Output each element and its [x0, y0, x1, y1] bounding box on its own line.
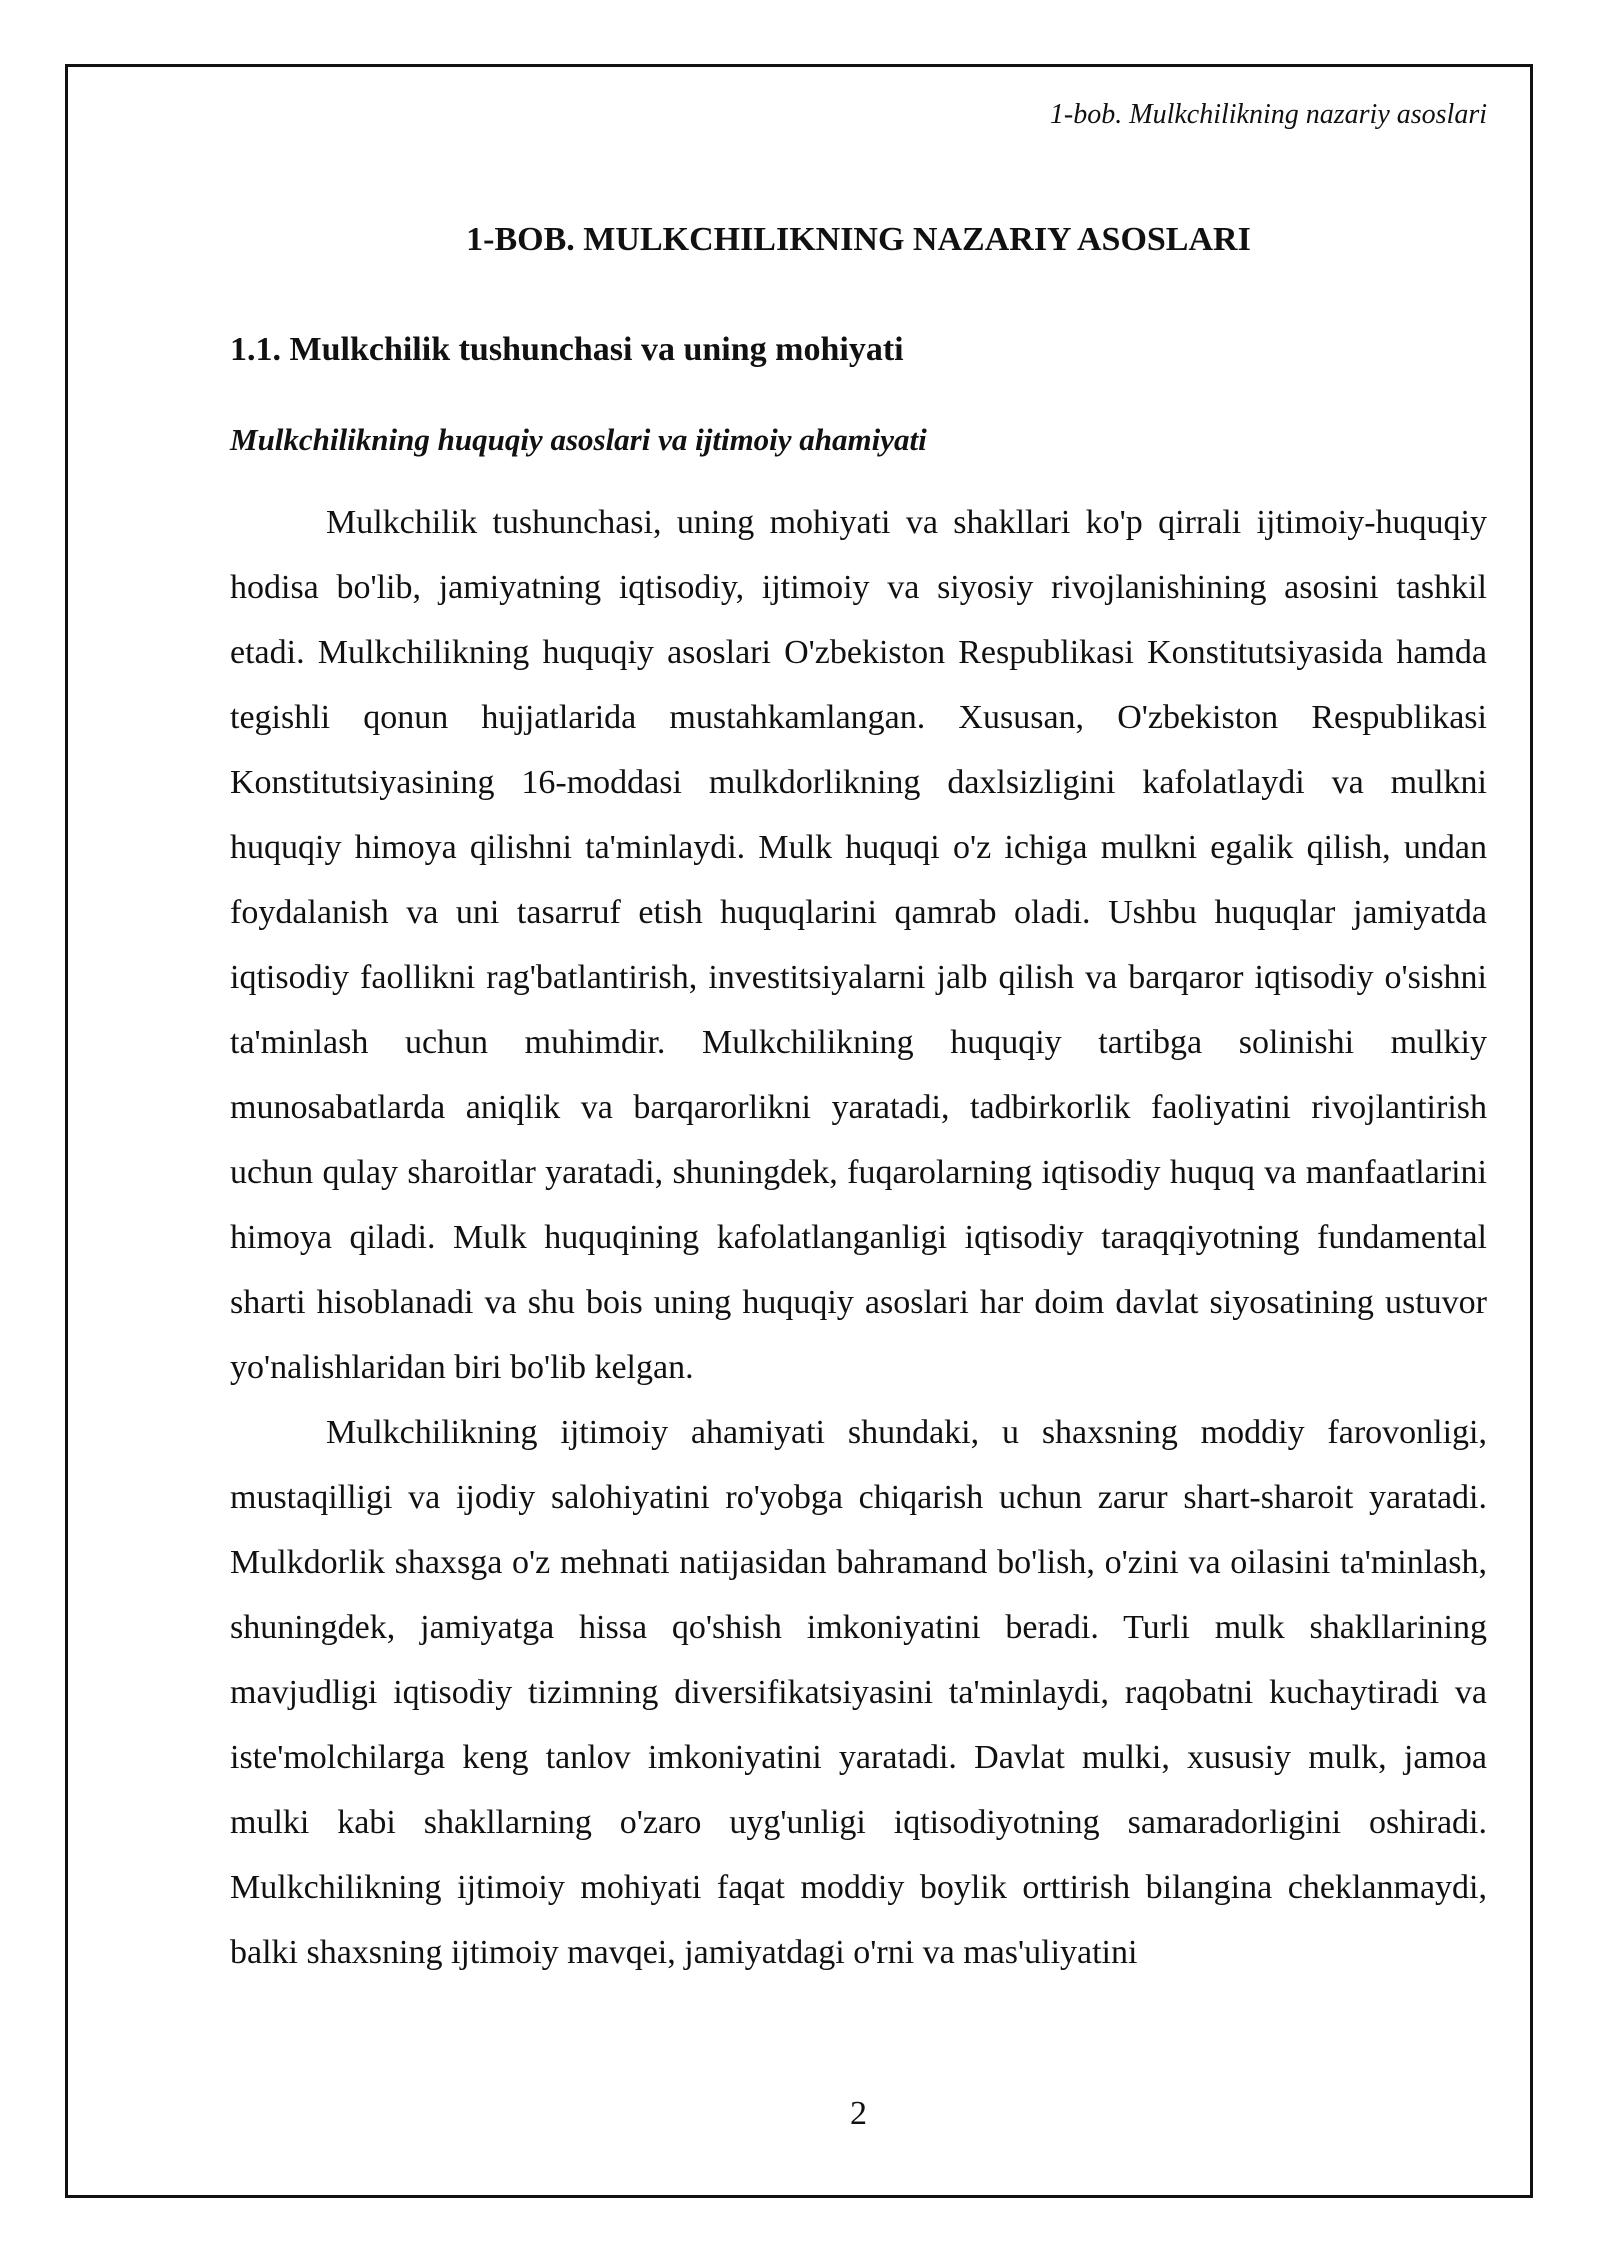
body-text: [230, 490, 1487, 1985]
body-paragraph: Mulkchilikning ijtimoiy ahamiyati shundaki, u shaxsning moddiy farovonligi, mustaqilligi va ijodiy salohiyatini ro'yobga chiqarish uchun zarur shart-sharoit yaratadi. Mulkdorlik shaxsga o'z mehnati natijasidan bahramand bo'lish, o'zini va oilasini ta'minlash, shuningdek, jamiyatga hissa qo'shish imkoniyatini beradi. Turli mulk shakllarining mavjudligi iqtisodiy tizimning diversifikatsiyasini ta'minlaydi, raqobatni kuchaytiradi va iste'molchilarga keng tanlov imkoniyatini yaratadi. Davlat mulki, xususiy mulk, jamoa mulki kabi shakllarning o'zaro uyg'unligi iqtisodiyotning samaradorligini oshiradi. Mulkchilikning ijtimoiy mohiyati faqat moddiy boylik orttirish bilangina cheklanmaydi, balki shaxsning ijtimoiy mavqei, jamiyatdagi o'rni va mas'uliyatini: [230, 1414, 1487, 1971]
page-number: 2: [850, 2095, 867, 2132]
chapter-title: 1-BOB. MULKCHILIKNING NAZARIY ASOSLARI: [466, 221, 1251, 258]
section-title: 1.1. Mulkchilik tushunchasi va uning mohiyati: [230, 331, 904, 368]
subsection-title: Mulkchilikning huquqiy asoslari va ijtimoiy ahamiyati: [230, 422, 927, 457]
running-header: 1-bob. Mulkchilikning nazariy asoslari: [1049, 99, 1487, 130]
body-paragraph: Mulkchilik tushunchasi, uning mohiyati va shakllari ko'p qirrali ijtimoiy-huquqiy hodisa bo'lib, jamiyatning iqtisodiy, ijtimoiy va siyosiy rivojlanishining asosini tashkil etadi. Mulkchilikning huquqiy asoslari O'zbekiston Respublikasi Konstitutsiyasida hamda tegishli qonun hujjatlarida mustahkamlangan. Xususan, O'zbekiston Respublikasi Konstitutsiyasining 16-moddasi mulkdorlikning daxlsizligini kafolatlaydi va mulkni huquqiy himoya qilishni ta'minlaydi. Mulk huquqi o'z ichiga mulkni egalik qilish, undan foydalanish va uni tasarruf etish huquqlarini qamrab oladi. Ushbu huquqlar jamiyatda iqtisodiy faollikni rag'batlantirish, investitsiyalarni jalb qilish va barqaror iqtisodiy o'sishni ta'minlash uchun muhimdir. Mulkchilikning huquqiy tartibga solinishi mulkiy munosabatlarda aniqlik va barqarorlikni yaratadi, tadbirkorlik faoliyatini rivojlantirish uchun qulay sharoitlar yaratadi, shuningdek, fuqarolarning iqtisodiy huquq va manfaatlarini himoya qiladi. Mulk huquqining kafolatlanganligi iqtisodiy taraqqiyotning fundamental sharti hisoblanadi va shu bois uning huquqiy asoslari har doim davlat siyosatining ustuvor yo'nalishlaridan biri bo'lib kelgan.: [230, 504, 1487, 1386]
